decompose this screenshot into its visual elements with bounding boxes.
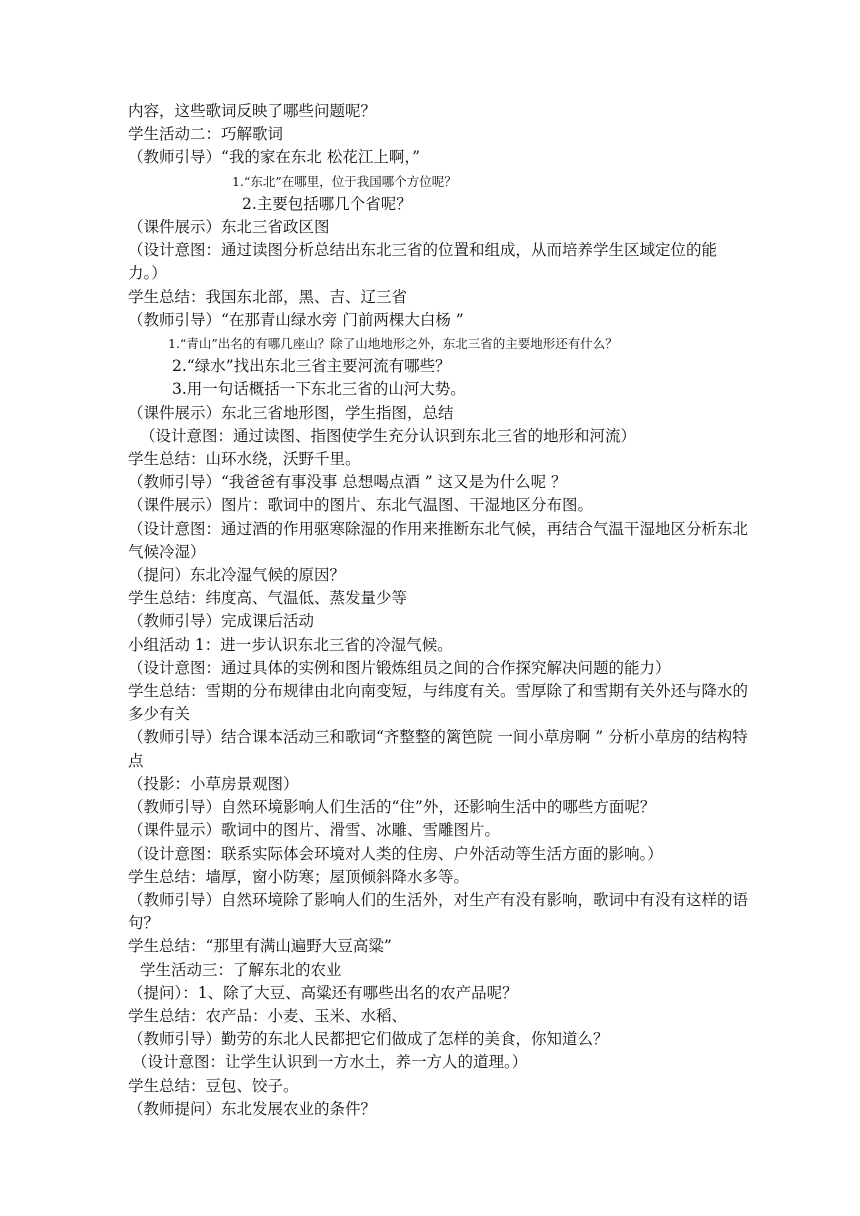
text-line: （提问）东北冷湿气候的原因？: [128, 566, 346, 585]
design-intent: （设计意图：通过酒的作用驱寒除湿的作用来推断东北气候，再结合气温干湿地区分析东北气候冷湿）: [128, 519, 749, 561]
question-item: 2.“绿水”找出东北三省主要河流有哪些？: [172, 357, 451, 376]
design-intent: （设计意图：通过读图分析总结出东北三省的位置和组成，从而培养学生区域定位的能力。）: [128, 241, 718, 283]
text-line: （教师引导）“我的家在东北 松花江上啊，”: [128, 148, 421, 167]
question-item: 1.“东北”在哪里，位于我国哪个方位呢？: [232, 173, 457, 189]
student-summary: 学生总结：“那里有满山遍野大豆高粱”: [128, 937, 392, 956]
section-heading: 学生活动三：了解东北的农业: [140, 960, 342, 979]
text-line: （课件显示）歌词中的图片、滑雪、冰雕、雪雕图片。: [128, 821, 501, 840]
student-summary: 学生总结：农产品：小麦、玉米、水稻、: [128, 1006, 408, 1025]
text-line: （教师引导）结合课本活动三和歌词“齐整整的篱笆院 一间小草房啊 ” 分析小草房的结构特点: [128, 728, 748, 770]
text-line: （教师引导）自然环境除了影响人们的生活外，对生产有没有影响，歌词中有没有这样的语句？: [128, 890, 749, 933]
design-intent: （设计意图：让学生认识到一方水土，养一方人的道理。）: [132, 1053, 528, 1072]
design-intent: （设计意图：通过读图、指图使学生充分认识到东北三省的地形和河流）: [140, 426, 637, 445]
student-summary: 学生总结：山环水绕，沃野千里。: [128, 450, 361, 469]
text-line: （教师提问）东北发展农业的条件？: [128, 1099, 377, 1118]
text-line: （课件展示）东北三省地形图，学生指图，总结: [128, 403, 454, 422]
text-line: （教师引导）自然环境影响人们生活的“住”外，还影响生活中的哪些方面呢？: [128, 798, 656, 817]
text-line: （教师引导）勤劳的东北人民都把它们做成了怎样的美食，你知道么？: [128, 1030, 609, 1049]
text-line: （教师引导）“在那青山绿水旁 门前两棵大白杨 ”: [128, 310, 464, 329]
section-heading: 学生活动二：巧解歌词: [128, 125, 284, 144]
student-summary: 学生总结：雪期的分布规律由北向南变短，与纬度有关。雪厚除了和雪期有关外还与降水的多少有关: [128, 682, 749, 724]
design-intent: （设计意图：通过具体的实例和图片锻炼组员之间的合作探究解决问题的能力）: [128, 658, 671, 677]
text-line: （投影：小草房景观图）: [128, 774, 299, 793]
student-summary: 学生总结：纬度高、气温低、蒸发量少等: [128, 589, 408, 608]
text-line: （教师引导）完成课后活动: [128, 612, 315, 631]
question-item: 3.用一句话概括一下东北三省的山河大势。: [172, 380, 466, 399]
document-body: [128, 100, 748, 1121]
question-item: 1.“青山”出名的有哪几座山？除了山地地形之外，东北三省的主要地形还有什么？: [168, 336, 618, 352]
text-line: （课件展示）图片：歌词中的图片、东北气温图、干湿地区分布图。: [128, 496, 594, 515]
text-line: （提问）：1、除了大豆、高粱还有哪些出名的农产品呢？: [128, 983, 518, 1002]
question-item: 2.主要包括哪几个省呢？: [242, 194, 412, 213]
text-line: （课件展示）东北三省政区图: [128, 218, 330, 237]
text-line: 小组活动 1：进一步认识东北三省的冷湿气候。: [128, 635, 453, 654]
student-summary: 学生总结：墙厚，窗小防寒；屋顶倾斜降水多等。: [128, 867, 470, 886]
text-line: （教师引导）“我爸爸有事没事 总想喝点酒 ” 这又是为什么呢 ？: [128, 473, 567, 492]
student-summary: 学生总结：我国东北部，黑、吉、辽三省: [128, 287, 408, 306]
student-summary: 学生总结：豆包、饺子。: [128, 1076, 299, 1095]
design-intent: （设计意图：联系实际体会环境对人类的住房、户外活动等生活方面的影响。）: [128, 844, 663, 863]
text-line: 内容，这些歌词反映了哪些问题呢？: [128, 102, 377, 120]
